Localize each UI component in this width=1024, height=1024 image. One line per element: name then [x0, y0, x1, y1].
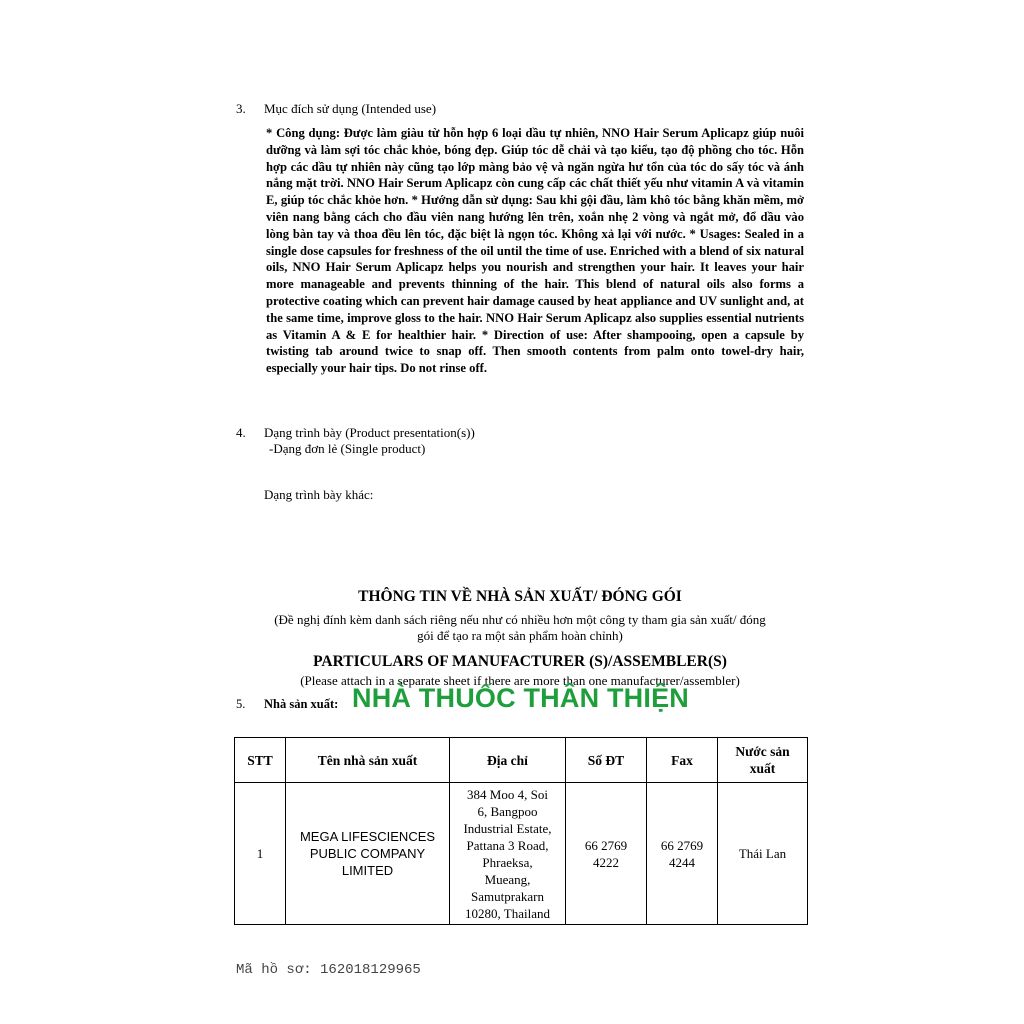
address-line: Industrial Estate,	[463, 820, 552, 836]
cell-country: Thái Lan	[718, 783, 808, 925]
header-country	[718, 738, 808, 783]
header-country-line-2: xuất	[749, 761, 776, 776]
address-line: 384 Moo 4, Soi	[467, 786, 548, 802]
section-3-heading	[236, 101, 436, 117]
table-header-row	[235, 738, 808, 783]
cell-fax	[647, 783, 718, 925]
note-vn-line-2: gói để tạo ra một sản phẩm hoàn chỉnh)	[417, 628, 623, 643]
header-country-line-1: Nước sản	[735, 744, 790, 759]
section-4-heading	[236, 425, 475, 441]
address-line: Samutprakarn	[471, 888, 544, 904]
other-presentation-line: Dạng trình bày khác:	[264, 487, 374, 502]
file-code: Mã hồ sơ: 162018129965	[236, 962, 421, 978]
section-3-number: 3.	[236, 101, 246, 116]
section-4-number: 4.	[236, 425, 246, 440]
name-line: MEGA LIFESCIENCES	[299, 829, 436, 844]
cell-stt: 1	[235, 783, 286, 925]
section-5-heading	[236, 697, 338, 712]
address-line: 6, Bangpoo	[477, 803, 538, 819]
manufacturer-table	[234, 737, 808, 925]
header-address: Địa chỉ	[450, 738, 566, 783]
table-row	[235, 783, 808, 925]
section-3-body: * Công dụng: Được làm giàu từ hỗn hợp 6 loại dầu tự nhiên, NNO Hair Serum Aplicapz giúp nuôi dưỡng và làm sợi tóc chắc khỏe, bóng đẹp. Giúp tóc dễ chải và tạo kiểu, tạo độ phồng cho tóc. Hỗn hợp các dầu tự nhiên này cũng tạo lớp màng bảo vệ và ngăn ngừa hư tổn của tóc do sấy tóc và ánh nắng mặt trời. NNO Hair Serum Aplicapz còn cung cấp các chất thiết yếu như vitamin A và vitamin E, giúp tóc chắc khỏe hơn. * Hướng dẫn sử dụng: Sau khi gội đầu, làm khô tóc bằng khăn mềm, mở viên nang bằng cách cho đầu viên nang hướng lên trên, xoắn nhẹ 2 vòng và ngắt mở, đổ dầu vào lòng bàn tay và thoa đều lên tóc, đặc biệt là ngọn tóc. Không xả lại với nước. * Usages: Sealed in a single dose capsules for freshness of the oil until the time of use. Enriched with a blend of six natural oils, NNO Hair Serum Aplicapz helps you nourish and strengthen your hair. It leaves your hair more manageable and prevents thinning of the hair. This blend of natural oils also forms a protective coating which can prevent hair damage caused by heat appliance and UV sunlight and, at the same time, improve gloss to the hair. NNO Hair Serum Aplicapz also supplies essential nutrients as Vitamin A & E for healthier hair. * Direction of use: After shampooing, open a capsule by twisting tab around twice to snap off. Then smooth contents from palm onto towel-dry hair, especially your hair tips. Do not rinse off.	[266, 126, 804, 376]
address-line: Pattana 3 Road,	[466, 837, 549, 853]
pharmacy-watermark: NHÀ THUỐC THÂN THIỆN	[352, 683, 689, 713]
header-name: Tên nhà sản xuất	[286, 738, 450, 783]
header-fax: Fax	[647, 738, 718, 783]
section-5-number: 5.	[236, 697, 246, 711]
manufacturer-title-vn: THÔNG TIN VỀ NHÀ SẢN XUẤT/ ĐÓNG GÓI	[358, 588, 682, 605]
fax-line: 4244	[669, 854, 695, 870]
phone-line: 4222	[593, 854, 619, 870]
section-5-label: Nhà sản xuất:	[264, 697, 339, 711]
single-product-line: -Dạng đơn lẻ (Single product)	[269, 441, 426, 456]
cell-phone	[566, 783, 647, 925]
header-stt: STT	[235, 738, 286, 783]
name-line: LIMITED	[341, 863, 394, 878]
section-4-title: Dạng trình bày (Product presentation(s))	[264, 425, 475, 440]
note-vn-line-1: (Đề nghị đính kèm danh sách riêng nếu như có nhiều hơn một công ty tham gia sản xuất/ đóng	[274, 612, 766, 627]
address-line: Mueang,	[484, 871, 531, 887]
manufacturer-note-en: (Please attach in a separate sheet if there are more than one manufacturer/assembler)	[300, 673, 740, 688]
manufacturer-title-en: PARTICULARS OF MANUFACTURER (S)/ASSEMBLER(S)	[313, 653, 727, 670]
section-3-title: Mục đích sử dụng (Intended use)	[264, 101, 437, 116]
address-line: 10280, Thailand	[465, 905, 550, 921]
header-phone: Số ĐT	[566, 738, 647, 783]
cell-name	[286, 783, 450, 925]
phone-line: 66 2769	[584, 837, 628, 853]
fax-line: 66 2769	[660, 837, 704, 853]
address-line: Phraeksa,	[482, 854, 533, 870]
name-line: PUBLIC COMPANY	[309, 846, 426, 861]
manufacturer-note-vn	[230, 612, 810, 644]
cell-address	[450, 783, 566, 925]
